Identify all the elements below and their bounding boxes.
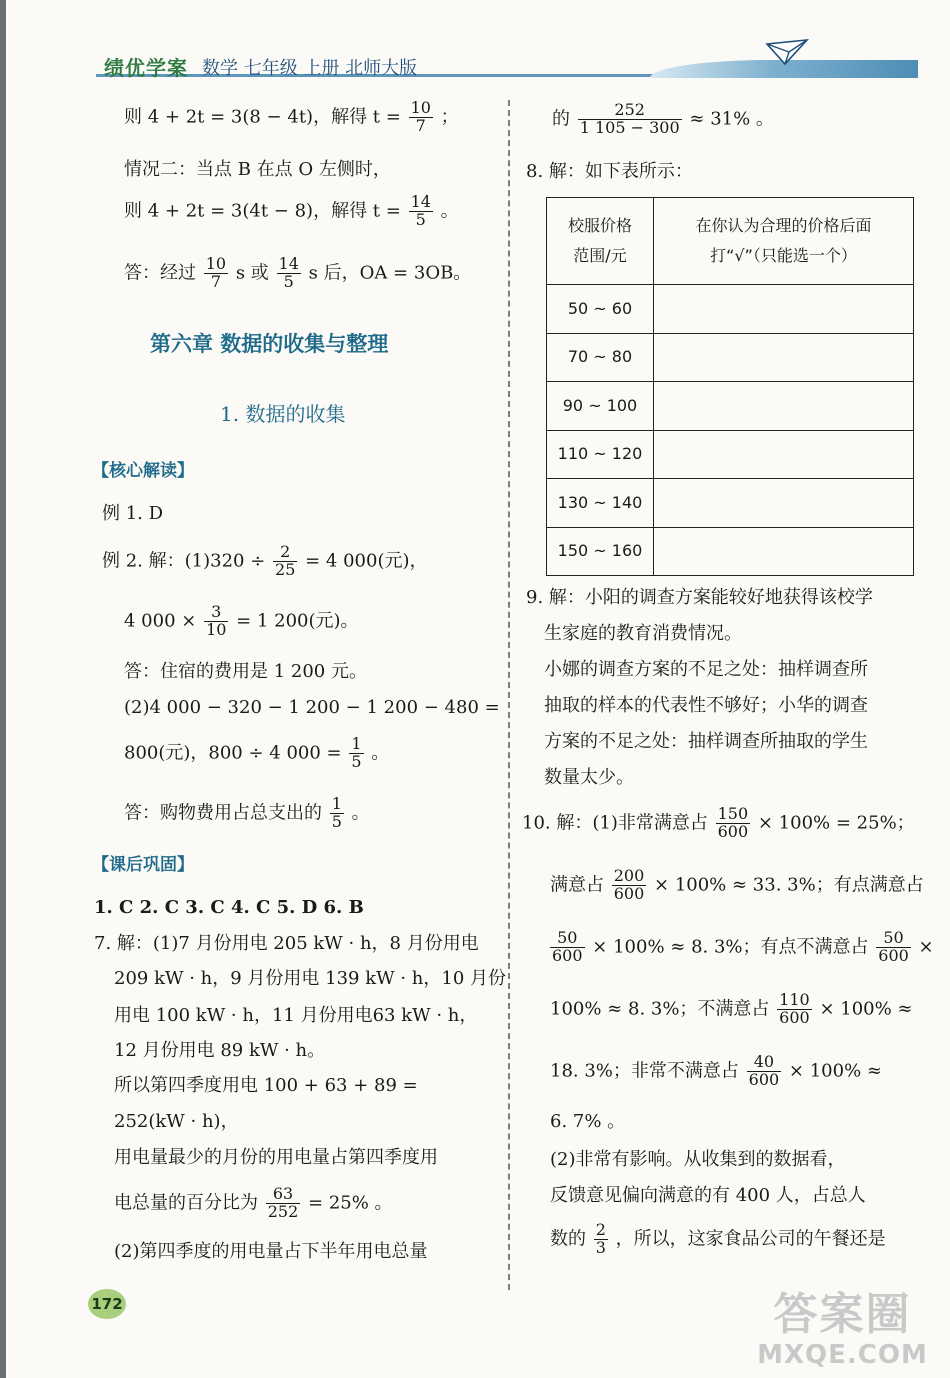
q9-line: 9. 解：小阳的调查方案能较好地获得该校学	[526, 587, 873, 608]
q10-line	[550, 1222, 886, 1257]
watermark-text: 答案圈	[773, 1289, 912, 1340]
q9-line: 方案的不足之处：抽样调查所抽取的学生	[544, 731, 868, 752]
numerator: 40	[747, 1054, 782, 1072]
header-text: 校服价格	[567, 215, 632, 235]
q8-line: 8. 解：如下表所示：	[526, 161, 693, 182]
text: 则 4 + 2t = 3(8 − 4t)，解得 t =	[124, 106, 401, 128]
table-row	[547, 382, 914, 431]
check-cell[interactable]	[654, 285, 914, 334]
text: = 4 000(元)，	[305, 550, 428, 572]
price-range-cell: 70 ~ 80	[547, 333, 654, 382]
text-line: 答：住宿的费用是 1 200 元。	[124, 661, 367, 682]
table-row	[547, 479, 914, 528]
denominator: 5	[283, 271, 294, 291]
q7-line: 12 月份用电 89 kW · h。	[114, 1040, 326, 1061]
text: 答：购物费用占总支出的	[124, 802, 322, 824]
text-line	[124, 100, 459, 135]
text: 10. 解：(1)非常满意占	[522, 812, 708, 834]
denominator: 600	[552, 945, 583, 965]
q10-line: (2)非常有影响。从收集到的数据看，	[550, 1149, 846, 1170]
q9-line: 生家庭的教育消费情况。	[544, 623, 742, 644]
table-row	[547, 430, 914, 479]
check-cell[interactable]	[654, 430, 914, 479]
q9-line: 数量太少。	[544, 767, 634, 788]
text: s 或	[235, 262, 269, 284]
numerator: 10	[410, 98, 431, 117]
price-range-cell: 90 ~ 100	[547, 382, 654, 431]
text: 。	[440, 200, 459, 222]
q10-line	[550, 1054, 882, 1089]
q7-line: (2)第四季度的用电量占下半年用电总量	[114, 1241, 428, 1262]
text-line: 情况二：当点 B 在点 O 左侧时，	[124, 159, 391, 180]
numerator: 50	[876, 930, 911, 948]
table-header-cell	[547, 198, 654, 285]
denominator: 5	[351, 751, 362, 771]
fraction	[594, 1222, 608, 1257]
fraction	[204, 256, 228, 291]
text: ；	[440, 106, 459, 128]
chapter-title: 第六章 数据的收集与整理	[150, 332, 389, 356]
denominator: 10	[206, 619, 227, 639]
header-text: 打“√”（只能选一个）	[710, 246, 857, 265]
q10-line: 6. 7% 。	[550, 1111, 626, 1132]
numerator: 50	[550, 930, 585, 948]
text: × 100% ≈ 33. 3%；有点满意占	[654, 874, 924, 896]
check-cell[interactable]	[654, 527, 914, 576]
text: s 后，OA = 3OB。	[308, 262, 472, 284]
fraction	[266, 1186, 301, 1221]
denominator: 600	[779, 1007, 810, 1027]
example-1: 例 1. D	[102, 503, 164, 524]
fraction	[550, 930, 585, 965]
denominator: 25	[275, 559, 296, 579]
text: ，所以，这家食品公司的午餐还是	[615, 1228, 886, 1250]
denominator: 1 105 − 300	[579, 117, 680, 137]
text: 。	[371, 742, 390, 764]
site-watermark	[740, 1290, 945, 1375]
numerator: 63	[266, 1186, 301, 1204]
price-range-cell: 150 ~ 160	[547, 527, 654, 576]
text: 例 2. 解：(1)320 ÷	[102, 550, 266, 572]
fraction	[578, 102, 682, 137]
text: × 100% ≈	[788, 1060, 882, 1082]
text: 100% ≈ 8. 3%；不满意占	[550, 998, 770, 1020]
denominator: 7	[210, 271, 221, 291]
header-subject: 数学 七年级 上册 北师大版	[202, 58, 418, 79]
text: 18. 3%；非常不满意占	[550, 1060, 739, 1082]
denominator: 3	[595, 1237, 606, 1257]
example-2-line	[124, 796, 370, 831]
q7-line: 用电量最少的月份的用电量占第四季度用	[114, 1147, 438, 1168]
price-range-cell: 50 ~ 60	[547, 285, 654, 334]
text: ≈ 31% 。	[689, 108, 774, 130]
fraction	[277, 256, 301, 291]
fraction	[330, 796, 344, 831]
text: 电总量的百分比为	[114, 1192, 258, 1214]
text: × 100% = 25%；	[757, 812, 915, 834]
fraction	[777, 992, 812, 1027]
text: 数的	[550, 1228, 586, 1250]
table-row	[547, 333, 914, 382]
q7-continued-line	[552, 102, 774, 137]
fraction	[273, 544, 297, 579]
text: 4 000 ×	[124, 610, 197, 632]
price-range-cell: 130 ~ 140	[547, 479, 654, 528]
section-title: 1. 数据的收集	[220, 402, 346, 426]
denominator: 7	[415, 115, 426, 135]
q10-line	[550, 992, 913, 1027]
header-text: 在你认为合理的价格后面	[695, 215, 872, 235]
q7-line: 209 kW · h，9 月份用电 139 kW · h，10 月份	[114, 968, 507, 989]
fraction	[612, 868, 647, 903]
text: = 1 200(元)。	[236, 610, 359, 632]
numerator: 3	[204, 604, 228, 622]
series-logo: 绩优学案	[104, 56, 188, 80]
denominator: 600	[613, 883, 645, 903]
q10-line: 反馈意见偏向满意的有 400 人，占总人	[550, 1185, 866, 1206]
fraction	[747, 1054, 782, 1089]
q9-line: 小娜的调查方案的不足之处：抽样调查所	[544, 659, 868, 680]
example-2-line	[102, 544, 428, 579]
fraction	[349, 736, 363, 771]
table-header-cell	[654, 198, 914, 285]
text: 则 4 + 2t = 3(4t − 8)，解得 t =	[124, 200, 401, 222]
paper-plane-icon	[765, 38, 809, 66]
numerator: 14	[278, 254, 299, 273]
header-text: 范围/元	[573, 246, 627, 265]
numerator: 14	[410, 192, 431, 211]
after-class-label: 【课后巩固】	[92, 855, 194, 875]
watermark-url: MXQE.COM	[757, 1340, 928, 1370]
text: 答：经过	[124, 262, 196, 284]
text-line	[124, 256, 471, 291]
text: 的	[552, 108, 570, 130]
table-row	[547, 285, 914, 334]
fraction	[716, 806, 751, 841]
numerator: 110	[779, 990, 810, 1009]
q7-line	[114, 1186, 393, 1221]
check-cell[interactable]	[654, 382, 914, 431]
numerator: 200	[613, 866, 645, 885]
text: 800(元)，800 ÷ 4 000 =	[124, 742, 342, 764]
text-line: (2)4 000 − 320 − 1 200 − 1 200 − 480 =	[124, 697, 500, 718]
text: ×	[918, 936, 934, 958]
numerator: 252	[578, 102, 682, 120]
denominator: 252	[267, 1201, 299, 1221]
page-edge	[0, 0, 6, 1378]
price-range-cell: 110 ~ 120	[547, 430, 654, 479]
text: = 25% 。	[308, 1192, 393, 1214]
denominator: 5	[331, 811, 342, 831]
column-divider	[508, 100, 510, 1290]
fraction	[409, 194, 433, 229]
q9-line: 抽取的样本的代表性不够好；小华的调查	[544, 695, 868, 716]
text: × 100% ≈ 8. 3%；有点不满意占	[592, 936, 869, 958]
numerator: 1	[331, 794, 342, 813]
q7-line: 7. 解：(1)7 月份用电 205 kW · h，8 月份用电	[94, 933, 479, 954]
denominator: 5	[415, 209, 426, 229]
check-cell[interactable]	[654, 333, 914, 382]
check-cell[interactable]	[654, 479, 914, 528]
text-line	[124, 194, 459, 229]
denominator: 600	[748, 1069, 780, 1089]
q10-line	[522, 806, 915, 841]
q7-line: 所以第四季度用电 100 + 63 + 89 =	[114, 1075, 418, 1096]
text: × 100% ≈	[819, 998, 913, 1020]
numerator: 1	[351, 734, 362, 753]
fraction	[876, 930, 911, 965]
q7-line: 252(kW · h)，	[114, 1111, 239, 1132]
core-reading-label: 【核心解读】	[92, 461, 194, 481]
answers-line: 1. C 2. C 3. C 4. C 5. D 6. B	[94, 897, 364, 918]
text: 。	[351, 802, 370, 824]
denominator: 600	[878, 945, 909, 965]
example-2-line	[124, 736, 389, 771]
fraction	[409, 100, 433, 135]
numerator: 2	[595, 1220, 606, 1239]
text: 满意占	[550, 874, 604, 896]
numerator: 150	[717, 804, 749, 823]
denominator: 600	[717, 821, 749, 841]
page-number: 172	[88, 1289, 126, 1319]
numerator: 2	[273, 544, 297, 562]
fraction	[204, 604, 228, 639]
numerator: 10	[205, 254, 227, 273]
page-header	[0, 38, 950, 88]
q10-line	[548, 930, 934, 965]
q10-line	[550, 868, 924, 903]
price-table	[546, 197, 914, 576]
table-row	[547, 527, 914, 576]
example-2-line	[124, 604, 359, 639]
table-header-row	[547, 198, 914, 285]
q7-line: 用电 100 kW · h，11 月份用电63 kW · h，	[114, 1005, 478, 1026]
